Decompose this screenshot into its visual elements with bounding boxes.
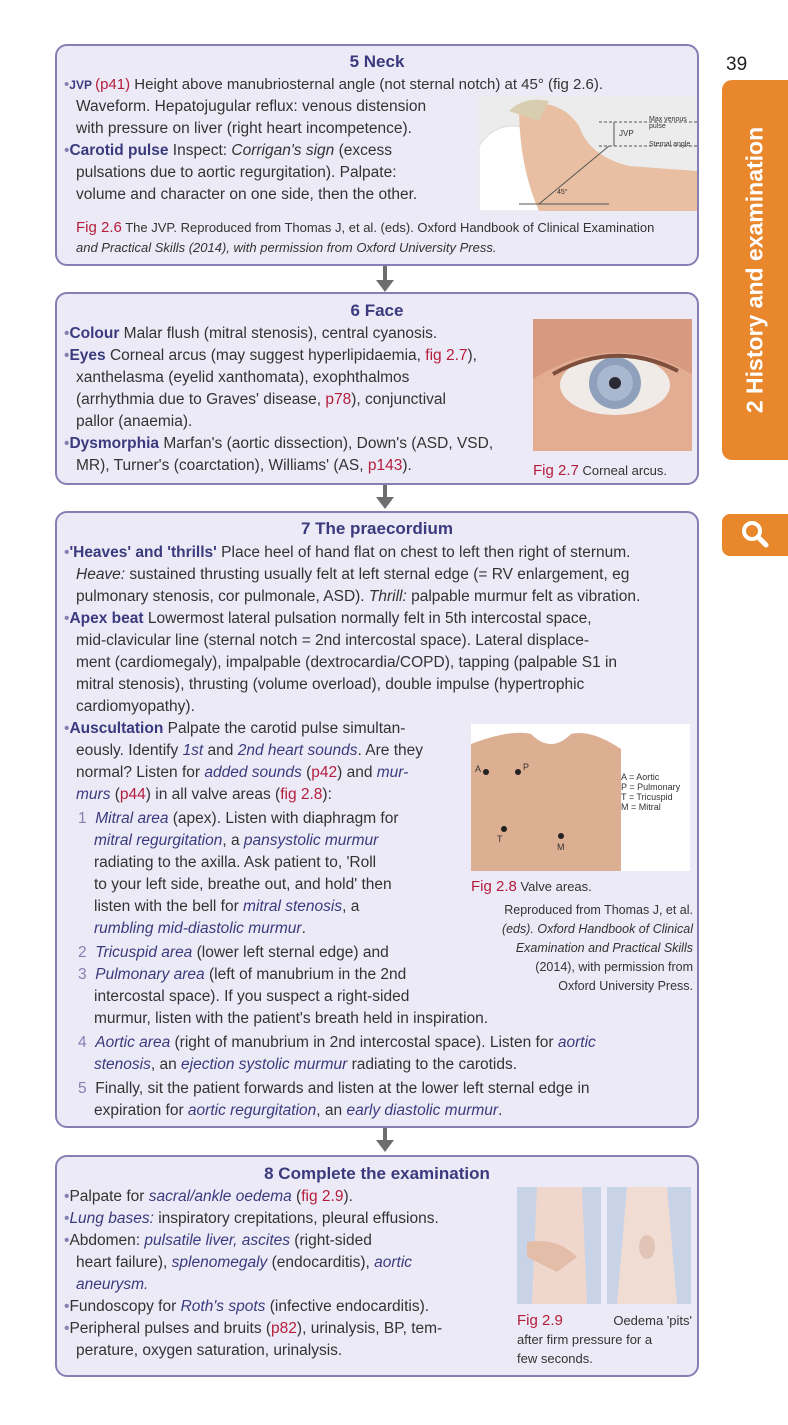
point-p: P bbox=[523, 762, 530, 772]
face-line-6: •Dysmorphia Marfan's (aortic dissection), Down's (ASD, VSD, bbox=[64, 435, 494, 452]
mitral-line-5: listen with the bell for mitral stenosis, a bbox=[94, 898, 360, 915]
fig-2-6-caption-2: and Practical Skills (2014), with permission from Oxford University Press. bbox=[76, 240, 497, 255]
jvp-label-sternal: Sternal angle bbox=[649, 141, 691, 148]
complete-line-5: aneurysm. bbox=[76, 1276, 149, 1293]
praecordium-box bbox=[55, 511, 699, 1128]
prae-line-3: pulmonary stenosis, cor pulmonale, ASD). Thrill: palpable murmur felt as vibration. bbox=[76, 588, 641, 605]
pulmonary-line-2: intercostal space). If you suspect a right-sided bbox=[94, 988, 410, 1005]
prae-line-7: mitral stenosis), thrusting (volume overload), double impulse (hypertrophic bbox=[76, 676, 585, 693]
complete-line-8: perature, oxygen saturation, urinalysis. bbox=[76, 1342, 343, 1359]
prae-line-8: cardiomyopathy). bbox=[76, 698, 195, 715]
jvp-label-jvp: JVP bbox=[619, 129, 634, 138]
jvp-label-max: Max venous pulse bbox=[649, 116, 687, 130]
aortic-line-2: stenosis, an ejection systolic murmur radiating to the carotids. bbox=[94, 1056, 518, 1073]
fig-2-9-caption: Fig 2.9 Oedema 'pits' after firm pressure for a few seconds. bbox=[517, 1312, 692, 1366]
mitral-line-4: to your left side, breathe out, and hold' then bbox=[94, 876, 392, 893]
valve-legend: A = Aortic P = Pulmonary T = Tricuspid M = Mitral bbox=[621, 772, 681, 812]
mitral-line-1: 1 Mitral area (apex). Listen with diaphragm for bbox=[78, 810, 399, 827]
mitral-line-2: mitral regurgitation, a pansystolic murmur bbox=[94, 832, 379, 849]
fig-2-8-caption: Fig 2.8 Valve areas. bbox=[471, 878, 592, 895]
aortic-line-1: 4 Aortic area (right of manubrium in 2nd intercostal space). Listen for aortic bbox=[78, 1034, 596, 1051]
complete-line-7: •Peripheral pulses and bruits (p82), urinalysis, BP, tem- bbox=[64, 1320, 443, 1337]
neck-line-5: pulsations due to aortic regurgitation). Palpate: bbox=[76, 164, 397, 181]
tricuspid-line: 2 Tricuspid area (lower left sternal edge) and bbox=[78, 944, 389, 961]
point-m: M bbox=[557, 842, 565, 852]
jvp-label-deg: 45° bbox=[557, 189, 568, 196]
flow-arrow-1 bbox=[376, 280, 394, 292]
neck-line-3: with pressure on liver (right heart incompetence). bbox=[76, 120, 412, 137]
chapter-side-tab[interactable] bbox=[722, 80, 788, 460]
prae-line-1: •'Heaves' and 'thrills' Place heel of hand flat on chest to left then right of sternum. bbox=[64, 544, 631, 561]
point-a: A bbox=[475, 764, 482, 774]
prae-line-4: •Apex beat Lowermost lateral pulsation normally felt in 5th intercostal space, bbox=[64, 610, 592, 627]
face-line-2: •Eyes Corneal arcus (may suggest hyperlipidaemia, fig 2.7), bbox=[64, 347, 477, 364]
face-line-7: MR), Turner's (coarctation), Williams' (AS, p143). bbox=[76, 457, 412, 474]
face-line-1: •Colour Malar flush (mitral stenosis), central cyanosis. bbox=[64, 325, 438, 342]
page-number: 39 bbox=[726, 54, 748, 75]
prae-line-12: murs (p44) in all valve areas (fig 2.8): bbox=[76, 786, 332, 803]
face-line-4: (arrhythmia due to Graves' disease, p78), conjunctival bbox=[76, 391, 446, 408]
oedema-photo bbox=[517, 1187, 691, 1304]
flow-arrow-3 bbox=[376, 1140, 394, 1152]
mitral-line-3: radiating to the axilla. Ask patient to, 'Roll bbox=[94, 854, 377, 871]
pulmonary-line-3: murmur, listen with the patient's breath held in inspiration. bbox=[94, 1010, 489, 1027]
magnifier-icon bbox=[722, 514, 788, 556]
neck-box bbox=[55, 44, 699, 266]
complete-box bbox=[55, 1155, 699, 1377]
finally-line-1: 5 Finally, sit the patient forwards and listen at the lower left sternal edge in bbox=[78, 1080, 590, 1097]
face-line-3: xanthelasma (eyelid xanthomata), exophthalmos bbox=[76, 369, 410, 386]
point-t: T bbox=[497, 834, 503, 844]
prae-line-5: mid-clavicular line (sternal notch = 2nd intercostal space). Lateral displace- bbox=[76, 632, 590, 649]
pulmonary-line-1: 3 Pulmonary area (left of manubrium in the 2nd bbox=[78, 966, 407, 983]
corneal-arcus-photo bbox=[533, 319, 692, 451]
finally-line-2: expiration for aortic regurgitation, an early diastolic murmur. bbox=[94, 1102, 503, 1119]
neck-line-4: •Carotid pulse Inspect: Corrigan's sign (excess bbox=[64, 142, 393, 159]
mitral-line-6: rumbling mid-diastolic murmur. bbox=[94, 920, 306, 937]
neck-line-2: Waveform. Hepatojugular reflux: venous distension bbox=[76, 98, 427, 115]
chapter-tab-label: 2 History and examination bbox=[741, 126, 768, 414]
prae-line-6: ment (cardiomegaly), impalpable (dextrocardia/COPD), tapping (palpable S1 in bbox=[76, 654, 618, 671]
fig-2-8-credit: Reproduced from Thomas J, et al. (eds). Oxford Handbook of Clinical Examination and Practical Skills (2014), with permission from Oxford University Press. bbox=[501, 903, 693, 993]
prae-line-10: eously. Identify 1st and 2nd heart sounds. Are they bbox=[76, 742, 424, 759]
jvp-photo bbox=[479, 96, 697, 211]
complete-line-2: •Lung bases: inspiratory crepitations, pleural effusions. bbox=[64, 1210, 439, 1227]
complete-line-6: •Fundoscopy for Roth's spots (infective endocarditis). bbox=[64, 1298, 430, 1315]
face-line-5: pallor (anaemia). bbox=[76, 413, 193, 430]
valve-areas-photo bbox=[471, 724, 690, 871]
complete-line-4: heart failure), splenomegaly (endocarditis), aortic bbox=[76, 1254, 413, 1271]
prae-line-9: •Auscultation Palpate the carotid pulse simultan- bbox=[64, 720, 406, 737]
neck-line-6: volume and character on one side, then the other. bbox=[76, 186, 418, 203]
section-title-face: 6 Face bbox=[350, 301, 404, 320]
complete-line-1: •Palpate for sacral/ankle oedema (fig 2.9). bbox=[64, 1188, 353, 1205]
section-title-complete: 8 Complete the examination bbox=[264, 1164, 490, 1183]
neck-line-1: •JVP (p41) Height above manubriosternal angle (not sternal notch) at 45° (fig 2.6). bbox=[64, 76, 604, 93]
search-tab[interactable] bbox=[722, 514, 788, 556]
face-box bbox=[55, 292, 699, 485]
prae-line-2: Heave: sustained thrusting usually felt at left sternal edge (= RV enlargement, eg bbox=[76, 566, 630, 583]
complete-line-3: •Abdomen: pulsatile liver, ascites (right-sided bbox=[64, 1232, 372, 1249]
fig-2-7-caption: Fig 2.7 Corneal arcus. bbox=[533, 462, 668, 479]
fig-2-6-caption-1: Fig 2.6 The JVP. Reproduced from Thomas J, et al. (eds). Oxford Handbook of Clinical Examination bbox=[76, 219, 655, 236]
prae-line-11: normal? Listen for added sounds (p42) and mur- bbox=[76, 764, 409, 781]
section-title-neck: 5 Neck bbox=[349, 52, 405, 71]
section-title-praecordium: 7 The praecordium bbox=[300, 519, 454, 538]
flow-arrow-2 bbox=[376, 497, 394, 509]
